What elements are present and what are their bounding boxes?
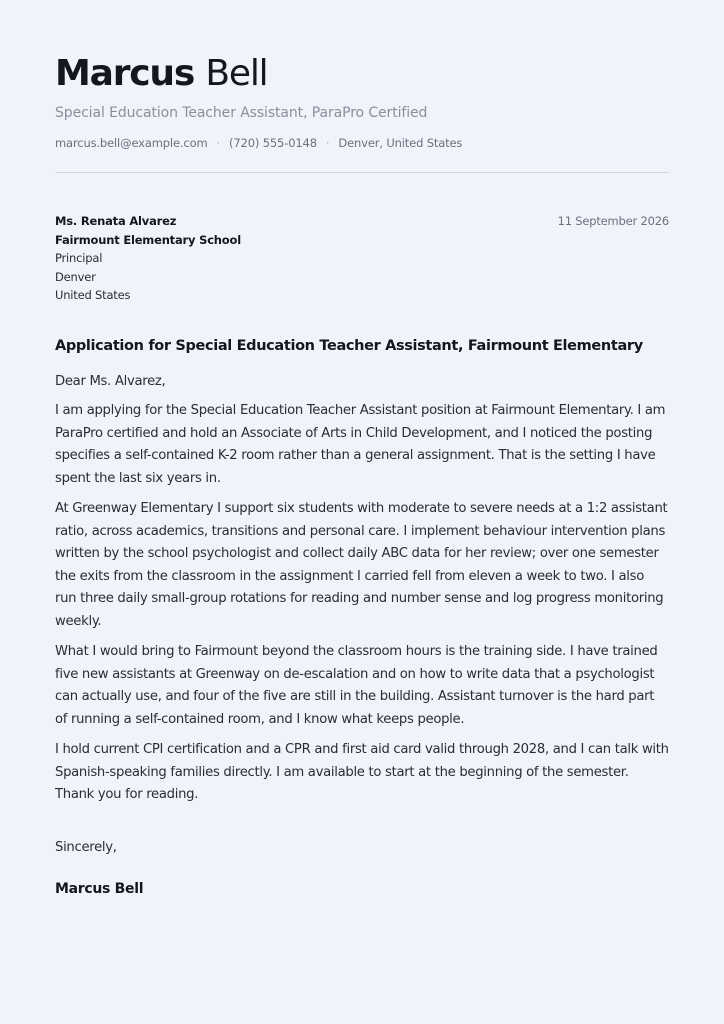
- contact-separator: ·: [325, 136, 330, 150]
- recipient-block: [55, 212, 241, 305]
- contact-phone[interactable]: (720) 555-0148: [229, 136, 317, 150]
- recipient-city: Denver: [55, 269, 96, 284]
- signature: Marcus Bell: [55, 881, 144, 897]
- header-divider: [55, 172, 669, 173]
- letter-header: [55, 0, 669, 150]
- recipient-title: Principal: [55, 251, 103, 265]
- letter-meta: [55, 212, 669, 305]
- applicant-last-name: Bell: [205, 53, 268, 94]
- recipient-country: United States: [55, 288, 131, 302]
- contact-location: Denver, United States: [338, 136, 463, 150]
- contact-line: [55, 136, 669, 150]
- closing: Sincerely,: [55, 839, 117, 855]
- recipient-organization: Fairmount Elementary School: [55, 232, 241, 247]
- letter-date: 11 September 2026: [557, 214, 669, 228]
- body-paragraph-3: What I would bring to Fairmount beyond the classroom hours is the training side. I have trained five new assistants at Greenway on de-escalation and on how to write data that a psychologist can actually use, and four of the five are still in the building. Assistant turnover is the hard part of running a self-contained room, and I know what keeps people.: [55, 644, 658, 727]
- recipient-name: Ms. Renata Alvarez: [55, 214, 177, 228]
- salutation: Dear Ms. Alvarez,: [55, 373, 166, 389]
- body-paragraph-4: I hold current CPI certification and a CPR and first aid card valid through 2028, and I can talk with Spanish-speaking families directly. I am available to start at the beginning of the semester. Thank you for reading.: [55, 742, 669, 802]
- contact-email[interactable]: marcus.bell@example.com: [55, 136, 208, 150]
- applicant-headline: Special Education Teacher Assistant, ParaPro Certified: [55, 105, 428, 121]
- body-paragraph-2: At Greenway Elementary I support six students with moderate to severe needs at a 1:2 assistant ratio, across academics, transitions and personal care. I implement behaviour intervention plans written by the school psychologist and collect daily ABC data for her review; over one semester the exits from the classroom in the assignment I carried fell from eleven a week to two. I also run three daily small-group rotations for reading and number sense and log progress monitoring weekly.: [55, 501, 668, 629]
- body-paragraph-1: I am applying for the Special Education Teacher Assistant position at Fairmount Elementary. I am ParaPro certified and hold an Associate of Arts in Child Development, and I noticed the posting specifies a self-contained K-2 room rather than a general assignment. That is the setting I have spent the last six years in.: [55, 403, 666, 486]
- applicant-first-name: Marcus: [55, 53, 195, 94]
- contact-separator: ·: [216, 136, 221, 150]
- letter-subject: Application for Special Education Teacher Assistant, Fairmount Elementary: [55, 337, 643, 354]
- applicant-name: [55, 52, 669, 96]
